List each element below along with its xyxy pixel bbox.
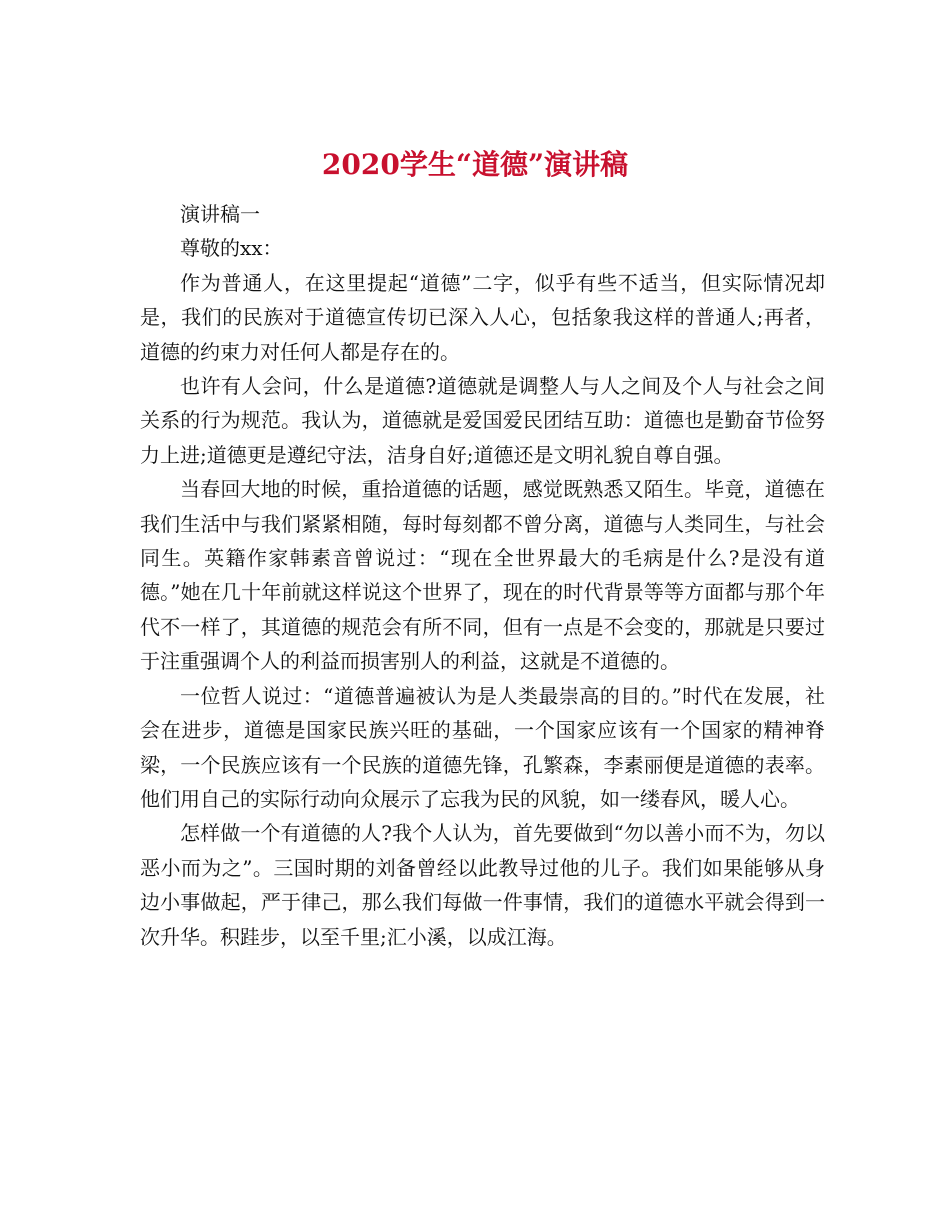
paragraph: 作为普通人，在这里提起“道德”二字，似乎有些不适当，但实际情况却是，我们的民族对于道德宣传切已深入人心，包括象我这样的普通人;再者，道德的约束力对任何人都是存在的。 bbox=[140, 270, 825, 364]
paragraph: 也许有人会问，什么是道德?道德就是调整人与人之间及个人与社会之间关系的行为规范。我认为，道德就是爱国爱民团结互助：道德也是勤奋节俭努力上进;道德更是遵纪守法，洁身自好;道德还是文明礼貌自尊自强。 bbox=[140, 374, 825, 467]
document-body bbox=[140, 197, 825, 954]
paragraph: 尊敬的xx： bbox=[180, 236, 283, 261]
paragraph: 当春回大地的时候，重拾道德的话题，感觉既熟悉又陌生。毕竟，道德在我们生活中与我们紧紧相随，每时每刻都不曾分离，道德与人类同生，与社会同生。英籍作家韩素音曾说过：“现在全世界最大的毛病是什么?是没有道德。”她在几十年前就这样说这个世界了，现在的时代背景等等方面都与那个年代不一样了，其道德的规范会有所不同，但有一点是不会变的，那就是只要过于注重强调个人的利益而损害别人的利益，这就是不道德的。 bbox=[140, 477, 825, 674]
paragraph: 怎样做一个有道德的人?我个人认为，首先要做到“勿以善小而不为，勿以恶小而为之”。三国时期的刘备曾经以此教导过他的儿子。我们如果能够从身边小事做起，严于律己，那么我们每做一件事情，我们的道德水平就会得到一次升华。积跬步，以至千里;汇小溪，以成江海。 bbox=[140, 821, 825, 949]
paragraph: 演讲稿一 bbox=[180, 202, 260, 226]
paragraph: 一位哲人说过：“道德普遍被认为是人类最崇高的目的。”时代在发展，社会在进步，道德是国家民族兴旺的基础，一个国家应该有一个国家的精神脊梁，一个民族应该有一个民族的道德先锋，孔繁森，李素丽便是道德的表率。他们用自己的实际行动向众展示了忘我为民的风貌，如一缕春风，暖人心。 bbox=[140, 683, 825, 811]
document-title: 2020学生“道德”演讲稿 bbox=[321, 147, 629, 181]
